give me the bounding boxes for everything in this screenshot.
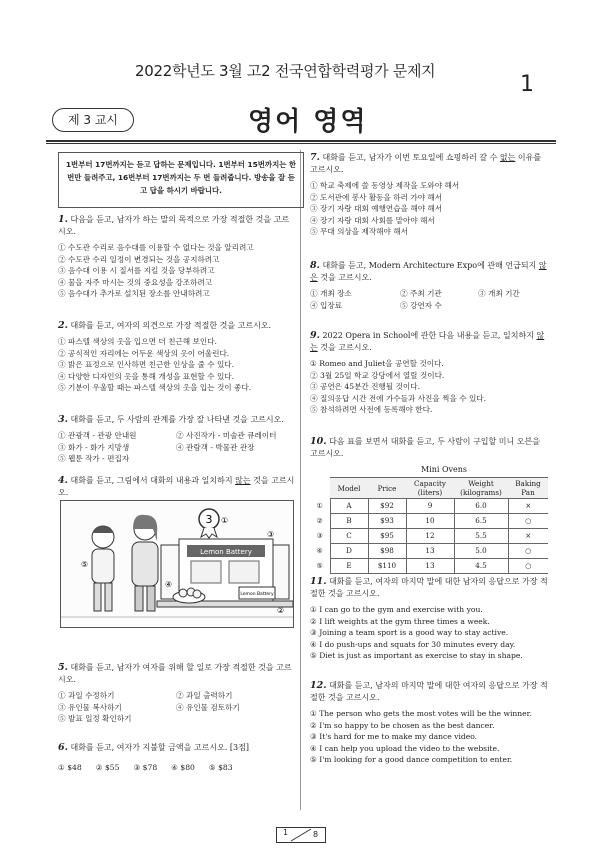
question-number: 12.	[310, 680, 327, 691]
cell-baking-pan: ○	[508, 544, 548, 559]
cell-price: $93	[368, 514, 406, 529]
cell-price: $98	[368, 544, 406, 559]
option-2[interactable]: ② 수도관 수리 일정이 변경되는 것을 공지하려고	[58, 254, 220, 264]
option-5[interactable]: ⑤ 웹툰 작가 - 편집자	[58, 454, 130, 464]
option-2[interactable]: ② 사진작가 - 미술관 큐레이터	[176, 431, 277, 440]
option-5[interactable]: ⑤ $83	[208, 763, 233, 772]
option-4[interactable]: ④ 질의응답 시간 전에 가수들과 사진을 찍을 수 있다.	[310, 393, 487, 403]
table-row[interactable]	[310, 529, 548, 544]
question-number: 4.	[58, 475, 68, 486]
question-text-end: 것을 고르시오.	[317, 273, 372, 282]
option-3[interactable]: ③ 공연은 45분간 진행될 것이다.	[310, 382, 421, 392]
option-2[interactable]: ② 주최 기관	[400, 289, 442, 298]
question-text: 2022 Opera in School에 관한 다음 내용을 듣고, 일치하지	[322, 331, 537, 340]
listening-notice: 1번부터 17번까지는 듣고 답하는 문제입니다. 1번부터 15번까지는 한 번만 들려주고, 16번부터 17번까지는 두 번 들려줍니다. 방송을 잘 듣고 답을 하시기 바랍니다.	[58, 152, 304, 208]
option-1[interactable]: ① 파스텔 색상의 옷을 입으면 더 친근해 보인다.	[58, 337, 217, 346]
cell-price: $92	[368, 499, 406, 514]
label-1: ①	[221, 516, 229, 525]
option-3[interactable]: ③ 유인물 복사하기	[58, 702, 122, 712]
table-header-row	[310, 478, 548, 499]
option-5[interactable]: ⑤ 무대 의상을 제작해야 해서	[310, 227, 408, 237]
option-3[interactable]: ③ 장기 자랑 대회 예행연습을 해야 해서	[310, 204, 443, 214]
option-2[interactable]: ② $55	[95, 763, 120, 772]
badge-number: 3	[205, 513, 213, 526]
question-text: 대화를 듣고, 여자가 지불할 금액을 고르시오. [3점]	[70, 743, 249, 752]
option-3[interactable]: ③ 개최 기간	[478, 289, 520, 298]
question-number: 11.	[310, 576, 327, 587]
question-text: 대화를 듣고, Modern Architecture Expo에 관해 언급되지	[322, 261, 539, 270]
question-10	[310, 436, 548, 574]
question-text: 대화를 듣고, 여자의 의견으로 가장 적절한 것을 고르시오.	[70, 321, 272, 330]
cell-capacity: 13	[406, 544, 454, 559]
header-capacity: Capacity (liters)	[406, 478, 454, 499]
question-text: 대화를 듣고, 남자가 여자를 위해 할 일로 가장 적절한 것을 고르시오.	[58, 663, 292, 684]
label-3: ③	[267, 530, 275, 539]
option-1[interactable]: ① The person who gets the most votes will be the winner.	[310, 709, 532, 718]
option-2[interactable]: ② 과일 출력하기	[176, 691, 233, 700]
header-rule-thin	[46, 143, 556, 144]
row-choice[interactable]: ②	[316, 516, 323, 525]
option-4[interactable]: ④ 관람객 - 박물관 관장	[176, 442, 255, 452]
option-5[interactable]: ⑤ 기분이 우울할 때는 파스텔 색상의 옷을 입는 것이 좋다.	[58, 383, 252, 393]
option-3[interactable]: ③ 음수대 이용 시 질서를 지킬 것을 당부하려고	[58, 266, 215, 276]
option-1[interactable]: ① I can go to the gym and exercise with you.	[310, 605, 483, 614]
cell-price: $95	[368, 529, 406, 544]
question-number: 5.	[58, 662, 68, 673]
period-badge: 제 3 교시	[52, 108, 134, 132]
science-fair-scene	[61, 501, 293, 627]
row-choice[interactable]: ⑤	[316, 561, 323, 570]
question-text-end: 것을 고르시오.	[317, 343, 372, 352]
option-1[interactable]: ① 관광객 - 관광 안내원	[58, 431, 137, 440]
question-2	[58, 320, 296, 394]
table-row[interactable]	[310, 514, 548, 529]
cell-capacity: 13	[406, 559, 454, 574]
option-5[interactable]: ⑤ 음수대가 추가로 설치된 장소를 안내하려고	[58, 289, 210, 299]
cell-model: A	[330, 499, 368, 514]
underlined-word: 않은	[310, 261, 547, 282]
option-2[interactable]: ② 3월 25일 학교 강당에서 열릴 것이다.	[310, 370, 445, 380]
cell-model: B	[330, 514, 368, 529]
header-weight: Weight (kilograms)	[454, 478, 508, 499]
option-1[interactable]: ① Romeo and Juliet을 공연할 것이다.	[310, 359, 444, 368]
cell-weight: 6.5	[454, 514, 508, 529]
table-row[interactable]	[310, 544, 548, 559]
cell-weight: 5.0	[454, 544, 508, 559]
small-sign-text: Lemon Battery	[240, 592, 274, 597]
option-4[interactable]: ④ 다양한 디자인의 옷을 통해 개성을 표현할 수 있다.	[58, 371, 235, 381]
question-number: 2.	[58, 320, 68, 331]
row-choice[interactable]: ④	[316, 546, 323, 555]
option-4[interactable]: ④ 입장료	[310, 300, 343, 310]
question-9	[310, 330, 548, 416]
question-6	[58, 742, 296, 774]
option-2[interactable]: ② I'm so happy to be chosen as the best dancer.	[310, 720, 495, 730]
current-page: 1	[283, 828, 289, 837]
question-4	[58, 475, 296, 499]
cell-baking-pan: ×	[508, 529, 548, 544]
option-4[interactable]: ④ $80	[171, 763, 195, 772]
cell-model: C	[330, 529, 368, 544]
underlined-word: 않는	[235, 476, 251, 485]
option-4[interactable]: ④ 물을 자주 마시는 것의 중요성을 강조하려고	[58, 277, 213, 287]
question-number: 7.	[310, 152, 320, 163]
option-3[interactable]: ③ Joining a team sport is a good way to stay active.	[310, 628, 509, 638]
question-12	[310, 680, 548, 766]
question-text: 다음 표를 보면서 대화를 듣고, 두 사람이 구입할 미니 오븐을 고르시오.	[310, 437, 540, 458]
row-choice[interactable]: ①	[316, 501, 323, 510]
cell-model: D	[330, 544, 368, 559]
underlined-word: 않는	[310, 331, 545, 352]
option-3[interactable]: ③ $78	[133, 763, 158, 772]
option-5[interactable]: ⑤ Diet is just as important as exercise to stay in shape.	[310, 651, 523, 661]
question-8	[310, 260, 548, 311]
option-3[interactable]: ③ 밝은 표정으로 인사하면 친근한 인상을 줄 수 있다.	[58, 360, 235, 370]
banner-text: Lemon Battery	[200, 548, 252, 556]
cell-price: $110	[368, 559, 406, 574]
option-1[interactable]: ① 수도관 수리로 음수대를 이용할 수 없다는 것을 알리려고	[58, 243, 254, 252]
table-row[interactable]	[310, 559, 548, 574]
table-row[interactable]	[310, 499, 548, 514]
option-5[interactable]: ⑤ I'm looking for a good dance competition to enter.	[310, 755, 513, 765]
question-text: 다음을 듣고, 남자가 하는 말의 목적으로 가장 적절한 것을 고르시오.	[58, 215, 290, 236]
header-baking-pan: Baking Pan	[508, 478, 548, 499]
option-5[interactable]: ⑤ 참석하려면 사전에 등록해야 한다.	[310, 405, 433, 415]
question-text: 대화를 듣고, 그림에서 대화의 내용과 일치하지	[70, 476, 236, 485]
option-4[interactable]: ④ I can help you upload the video to the website.	[310, 743, 500, 753]
column-divider	[300, 150, 301, 810]
option-3[interactable]: ③ It's hard for me to make my dance video.	[310, 732, 478, 742]
cell-weight: 6.0	[454, 499, 508, 514]
option-1[interactable]: ① 개최 장소	[310, 289, 352, 298]
question-3	[58, 414, 296, 465]
cell-baking-pan: ○	[508, 514, 548, 529]
exam-title: 2022학년도 3월 고2 전국연합학력평가 문제지	[135, 62, 436, 80]
option-5[interactable]: ⑤ 강연자 수	[400, 300, 442, 310]
cell-capacity: 12	[406, 529, 454, 544]
question-text: 대화를 듣고, 남자가 이번 토요일에 쇼핑하러 갈 수	[322, 153, 500, 162]
question-text: 대화를 듣고, 남자의 마지막 말에 대한 여자의 응답으로 가장 적절한 것을 고르시오.	[310, 681, 548, 702]
q4-illustration	[60, 500, 294, 628]
label-4: ④	[165, 580, 173, 589]
option-4[interactable]: ④ 장기 자랑 대회 사회를 맡아야 해서	[310, 215, 435, 225]
cell-model: E	[330, 559, 368, 574]
table-caption: Mini Ovens	[420, 465, 468, 474]
cell-capacity: 10	[406, 514, 454, 529]
cell-baking-pan: ×	[508, 499, 548, 514]
question-number: 9.	[310, 330, 320, 341]
question-number: 3.	[58, 414, 68, 425]
option-2[interactable]: ② I lift weights at the gym three times a week.	[310, 616, 490, 626]
cell-capacity: 9	[406, 499, 454, 514]
cell-baking-pan: ○	[508, 559, 548, 574]
option-4[interactable]: ④ I do push-ups and squats for 30 minutes every day.	[310, 639, 516, 649]
header-price: Price	[368, 478, 406, 499]
question-number: 6.	[58, 742, 68, 753]
question-text-end: 이유를 고르시오.	[310, 153, 542, 174]
page-indicator	[276, 827, 326, 843]
page-number: 1	[520, 72, 534, 97]
option-3[interactable]: ③ 화가 - 화가 지망생	[58, 442, 130, 452]
question-5	[58, 662, 296, 725]
question-1	[58, 214, 296, 300]
total-pages: 8	[313, 830, 319, 839]
label-2: ②	[277, 606, 285, 615]
question-text: 대화를 듣고, 여자의 마지막 말에 대한 남자의 응답으로 가장 적절한 것을 고르시오.	[310, 577, 548, 598]
label-5: ⑤	[81, 560, 89, 569]
underlined-word: 없는	[499, 153, 516, 162]
question-7	[310, 152, 548, 238]
option-1[interactable]: ① 과일 수정하기	[58, 691, 115, 700]
spacer-cell	[310, 478, 330, 499]
option-1[interactable]: ① $48	[58, 763, 82, 772]
cell-weight: 5.5	[454, 529, 508, 544]
option-2[interactable]: ② 도서관에 봉사 활동을 하러 가야 해서	[310, 192, 443, 202]
cell-weight: 4.5	[454, 559, 508, 574]
question-number: 8.	[310, 260, 320, 271]
subject-title: 영어 영역	[248, 107, 368, 137]
option-2[interactable]: ② 공식적인 자리에는 어두운 색상의 옷이 어울린다.	[58, 348, 230, 358]
header-model: Model	[330, 478, 368, 499]
oven-table	[310, 477, 548, 574]
option-5[interactable]: ⑤ 발표 일정 확인하기	[58, 714, 132, 724]
row-choice[interactable]: ③	[316, 531, 323, 540]
question-number: 1.	[58, 214, 68, 225]
question-11	[310, 576, 548, 662]
question-number: 10.	[310, 436, 327, 447]
option-1[interactable]: ① 학교 축제에 쓸 동영상 제작을 도와야 해서	[310, 181, 460, 190]
option-4[interactable]: ④ 유인물 검토하기	[176, 702, 240, 712]
question-text-end: 것을 고르시오.	[58, 476, 295, 497]
header-rule	[46, 140, 556, 142]
question-text: 대화를 듣고, 두 사람의 관계를 가장 잘 나타낸 것을 고르시오.	[70, 415, 284, 424]
